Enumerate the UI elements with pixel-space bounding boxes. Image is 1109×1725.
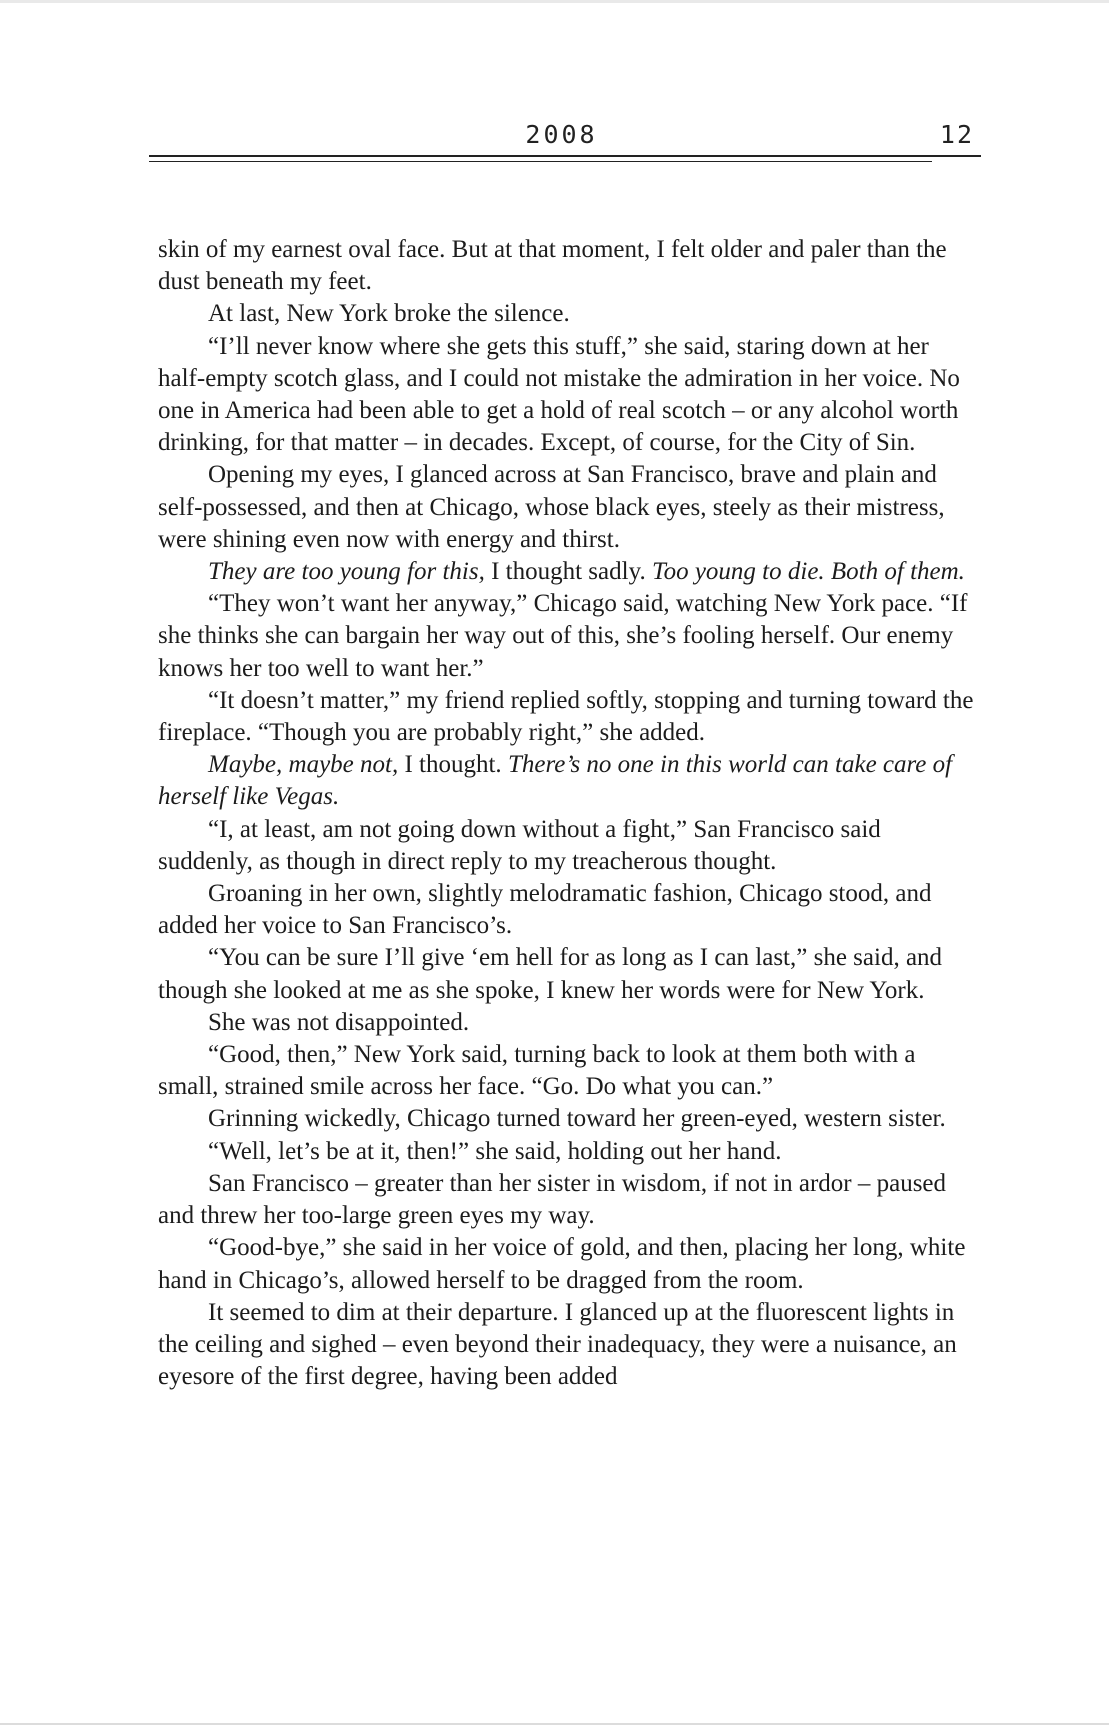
paragraph-text: “They won’t want her anyway,” Chicago said, watching New York pace. “If she thinks she can bargain her way out of this, she’s fooling herself. Our enemy knows her too well to want her.” <box>158 590 968 682</box>
page-number: 12 <box>939 120 974 149</box>
paragraph-text: “Good-bye,” she said in her voice of gold, and then, placing her long, white hand in Chicago’s, allowed herself to be dragged from the room. <box>158 1234 966 1294</box>
paragraph <box>158 588 974 685</box>
italic-text: There’s no one in this world can take care of herself like Vegas. <box>158 751 953 811</box>
paragraph <box>158 814 974 878</box>
paragraph <box>158 1232 974 1296</box>
paragraph-text: At last, New York broke the silence. <box>208 300 570 328</box>
paragraph-text: Grinning wickedly, Chicago turned toward her green-eyed, western sister. <box>208 1105 946 1133</box>
paragraph <box>158 685 974 749</box>
scan-edge <box>0 0 1109 3</box>
paragraph-text: It seemed to dim at their departure. I glanced up at the fluorescent lights in the ceiling and sighed – even beyond their inadequacy, they were a nuisance, an eyesore of the first degree, having been added <box>158 1298 957 1391</box>
italic-text: Too young to die. Both of them. <box>651 558 965 586</box>
paragraph <box>158 942 974 1006</box>
header-title: 2008 <box>525 120 598 149</box>
paragraph-text: She was not disappointed. <box>208 1008 470 1036</box>
paragraph-text: I thought. <box>398 751 508 779</box>
header-rule-thick <box>149 155 981 157</box>
paragraph-text: “It doesn’t matter,” my friend replied softly, stopping and turning toward the fireplace. “Though you are probably right,” she added. <box>158 686 974 747</box>
paragraph-text: “Well, let’s be at it, then!” she said, holding out her hand. <box>208 1137 782 1165</box>
header-rule-thin <box>149 161 932 162</box>
italic-text: Maybe, maybe not, <box>208 751 399 779</box>
paragraph <box>158 1136 974 1168</box>
paragraph-text: Opening my eyes, I glanced across at San Francisco, brave and plain and self-possessed, and then at Chicago, whose black eyes, steely as their mistress, were shining even now with energy and thirst. <box>158 461 945 553</box>
running-header <box>149 120 974 150</box>
paragraph <box>158 878 974 942</box>
paragraph-text: “I’ll never know where she gets this stuff,” she said, staring down at her half-empty scotch glass, and I could not mistake the admiration in her voice. No one in America had been able to get a hold of real scotch – or any alcohol worth drinking, for that matter – in decades. Except, of course, for the City of Sin. <box>158 332 960 457</box>
paragraph <box>158 1103 974 1135</box>
paragraph <box>158 1168 974 1232</box>
paragraph <box>158 459 974 556</box>
paragraph <box>158 298 974 330</box>
paragraph <box>158 234 974 298</box>
paragraph <box>158 1007 974 1039</box>
body-text <box>158 234 974 1393</box>
paragraph-text: “I, at least, am not going down without a fight,” San Francisco said suddenly, as though in direct reply to my treacherous thought. <box>158 815 881 875</box>
paragraph-text: “Good, then,” New York said, turning back to look at them both with a small, strained smile across her face. “Go. Do what you can.” <box>158 1041 916 1101</box>
paragraph <box>158 331 974 460</box>
paragraph-text: Groaning in her own, slightly melodramatic fashion, Chicago stood, and added her voice to San Francisco’s. <box>158 880 932 940</box>
paragraph <box>158 1039 974 1103</box>
italic-text: They are too young for this, <box>208 558 485 586</box>
paragraph-text: San Francisco – greater than her sister in wisdom, if not in ardor – paused and threw her too-large green eyes my way. <box>158 1169 947 1230</box>
paragraph-text: “You can be sure I’ll give ‘em hell for as long as I can last,” she said, and though she looked at me as she spoke, I knew her words were for New York. <box>158 944 943 1004</box>
paragraph <box>158 1297 974 1394</box>
paragraph <box>158 749 974 813</box>
paragraph-text: skin of my earnest oval face. But at that moment, I felt older and paler than the dust beneath my feet. <box>158 236 947 296</box>
paragraph-text: I thought sadly. <box>484 558 652 586</box>
paragraph <box>158 556 974 588</box>
